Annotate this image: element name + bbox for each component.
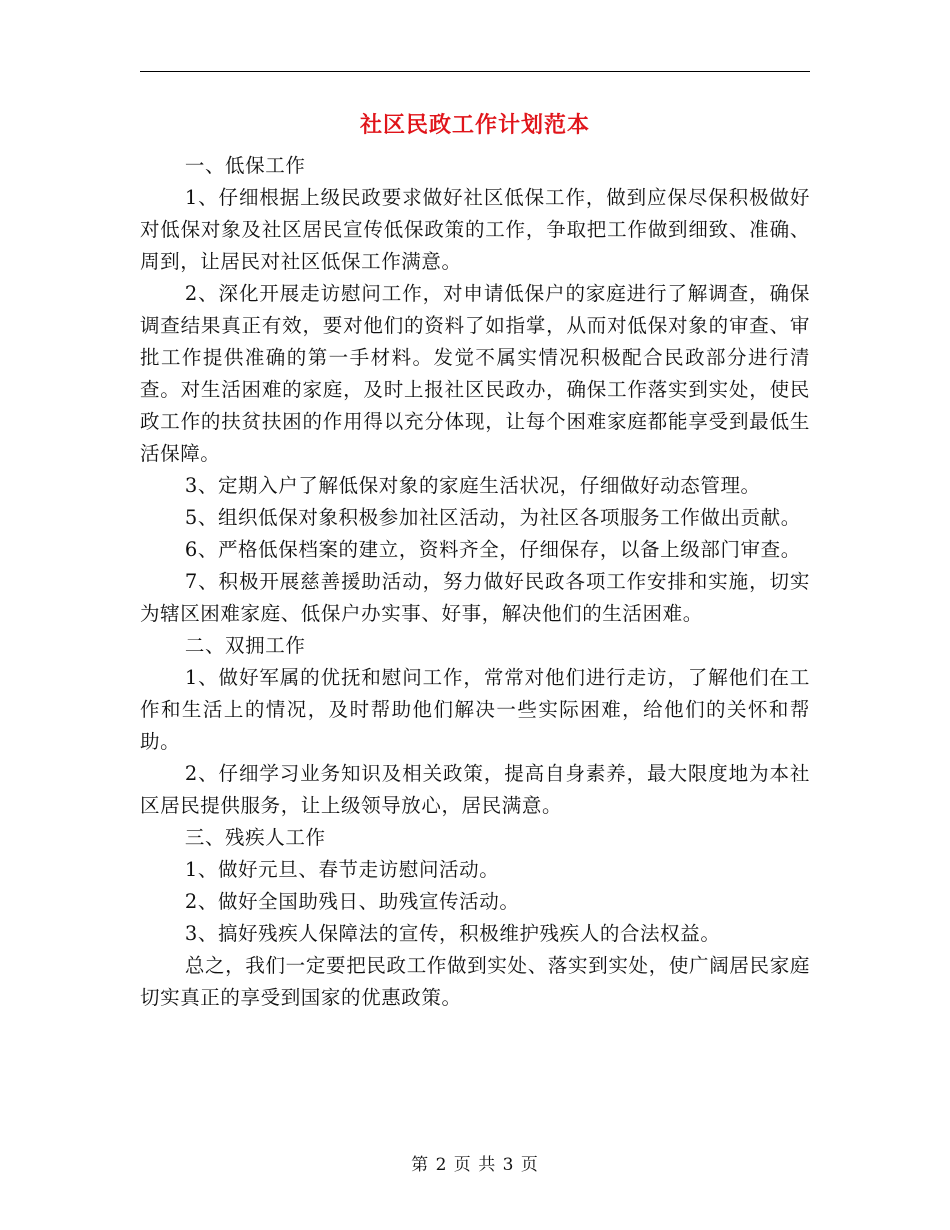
section-heading-shuangyong: 二、双拥工作: [184, 634, 306, 657]
document-title: 社区民政工作计划范本: [359, 112, 590, 138]
page-number-label: 第 2 页 共 3 页: [411, 1155, 539, 1175]
paragraph: 2、做好全国助残日、助残宣传活动。: [184, 890, 520, 913]
section-heading-dibao: 一、低保工作: [184, 154, 306, 177]
document-body: [140, 150, 810, 1014]
paragraph: 1、做好元旦、春节走访慰问活动。: [184, 858, 500, 881]
paragraph: 3、搞好残疾人保障法的宣传，积极维护残疾人的合法权益。: [184, 922, 721, 945]
paragraph: 3、定期入户了解低保对象的家庭生活状况，仔细做好动态管理。: [184, 474, 761, 497]
paragraph: 1、做好军属的优抚和慰问工作，常常对他们进行走访，了解他们在工作和生活上的情况，及时帮助他们解决一些实际困难，给他们的关怀和帮助。: [140, 666, 810, 753]
header-rule: [140, 71, 810, 72]
paragraph: 2、深化开展走访慰问工作，对申请低保户的家庭进行了解调查，确保调查结果真正有效，要对他们的资料了如指掌，从而对低保对象的审查、审批工作提供准确的第一手材料。发觉不属实情况积极配合民政部分进行清查。对生活困难的家庭，及时上报社区民政办，确保工作落实到实处，使民政工作的扶贫扶困的作用得以充分体现，让每个困难家庭都能享受到最低生活保障。: [140, 282, 810, 465]
paragraph: 5、组织低保对象积极参加社区活动，为社区各项服务工作做出贡献。: [184, 506, 801, 529]
page-footer: [0, 1150, 950, 1175]
paragraph: 2、仔细学习业务知识及相关政策，提高自身素养，最大限度地为本社区居民提供服务，让上级领导放心，居民满意。: [140, 762, 810, 817]
section-heading-canji: 三、残疾人工作: [184, 826, 326, 849]
paragraph: 7、积极开展慈善援助活动，努力做好民政各项工作安排和实施，切实为辖区困难家庭、低保户办实事、好事，解决他们的生活困难。: [140, 570, 810, 625]
paragraph: 1、仔细根据上级民政要求做好社区低保工作，做到应保尽保积极做好对低保对象及社区居民宣传低保政策的工作，争取把工作做到细致、准确、周到，让居民对社区低保工作满意。: [140, 186, 810, 273]
paragraph: 6、严格低保档案的建立，资料齐全，仔细保存，以备上级部门审查。: [184, 538, 801, 561]
conclusion-paragraph: 总之，我们一定要把民政工作做到实处、落实到实处，使广阔居民家庭切实真正的享受到国家的优惠政策。: [140, 954, 810, 1009]
